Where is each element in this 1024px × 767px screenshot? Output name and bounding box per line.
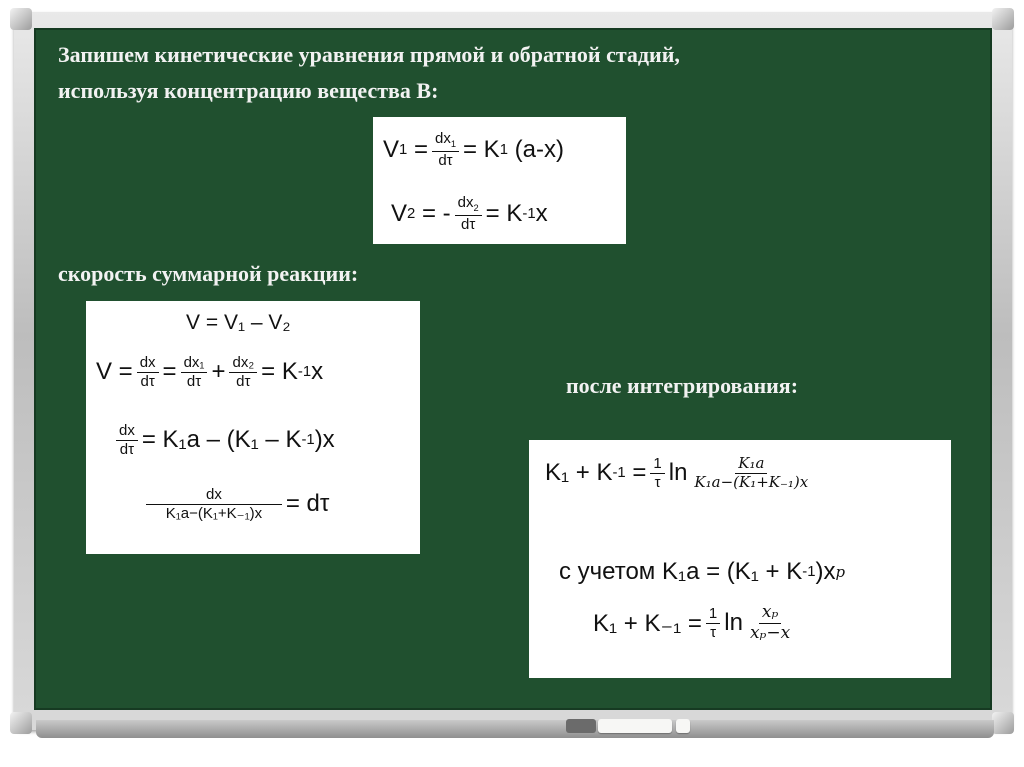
equation-integrated: K₁ + K -1 = $\frac{1}{\tau}$ ln $\frac{\text{K₁a}}{\text{K₁a−(K₁+K₋₁)x}}$: [545, 454, 809, 491]
equation-with-condition: с учетом K₁a = (K₁ + K -1 )x p: [559, 558, 845, 585]
chalk-tray: [36, 720, 994, 738]
frame-corner-top-right: [992, 8, 1014, 30]
frame-corner-bottom-right: [992, 712, 1014, 734]
equation-dx-dtau: $\frac{dx}{d\tau}$ = K₁a – (K₁ – K -1 )x: [112, 423, 335, 458]
equation-box-integrated: [529, 440, 951, 678]
label-after-integration: после интегрирования:: [566, 373, 799, 398]
equation-box-rates: [373, 117, 626, 244]
frame-corner-bottom-left: [10, 712, 32, 734]
chalk-dark: [566, 719, 596, 733]
label-total-rate: скорость суммарной реакции:: [58, 261, 359, 286]
heading-line-1: Запишем кинетические уравнения прямой и обратной стадий,: [58, 42, 680, 67]
equation-v2: V 2 = - $\frac{dx_2}{d\tau}$ = K -1 x: [391, 194, 548, 233]
frame-corner-top-left: [10, 8, 32, 30]
equation-separated: $\frac{dx}{\text{K₁a−(K₁+K₋₁)x}}$ = dτ: [142, 487, 329, 522]
equation-final: K₁ + K₋₁ = $\frac{1}{\tau}$ ln $\frac{\text{xₚ}}{\text{xₚ−x}}$: [593, 602, 791, 643]
chalk-piece: [676, 719, 690, 733]
chalk-white: [598, 719, 672, 733]
equation-box-total-rate: [86, 301, 420, 554]
heading-line-2: используя концентрацию вещества В:: [58, 78, 439, 103]
equation-v1: V 1 = $\frac{dx_1}{d\tau}$ = K 1 (a-x): [383, 130, 564, 169]
equation-v-sum: V = $\frac{dx}{d\tau}$ = $\frac{\text{dx₁}}{d\tau}$ + $\frac{\text{dx₂}}{d\tau}$ = K -1 x: [96, 354, 324, 390]
equation-v-difference: V = V₁ – V₂: [186, 311, 291, 334]
